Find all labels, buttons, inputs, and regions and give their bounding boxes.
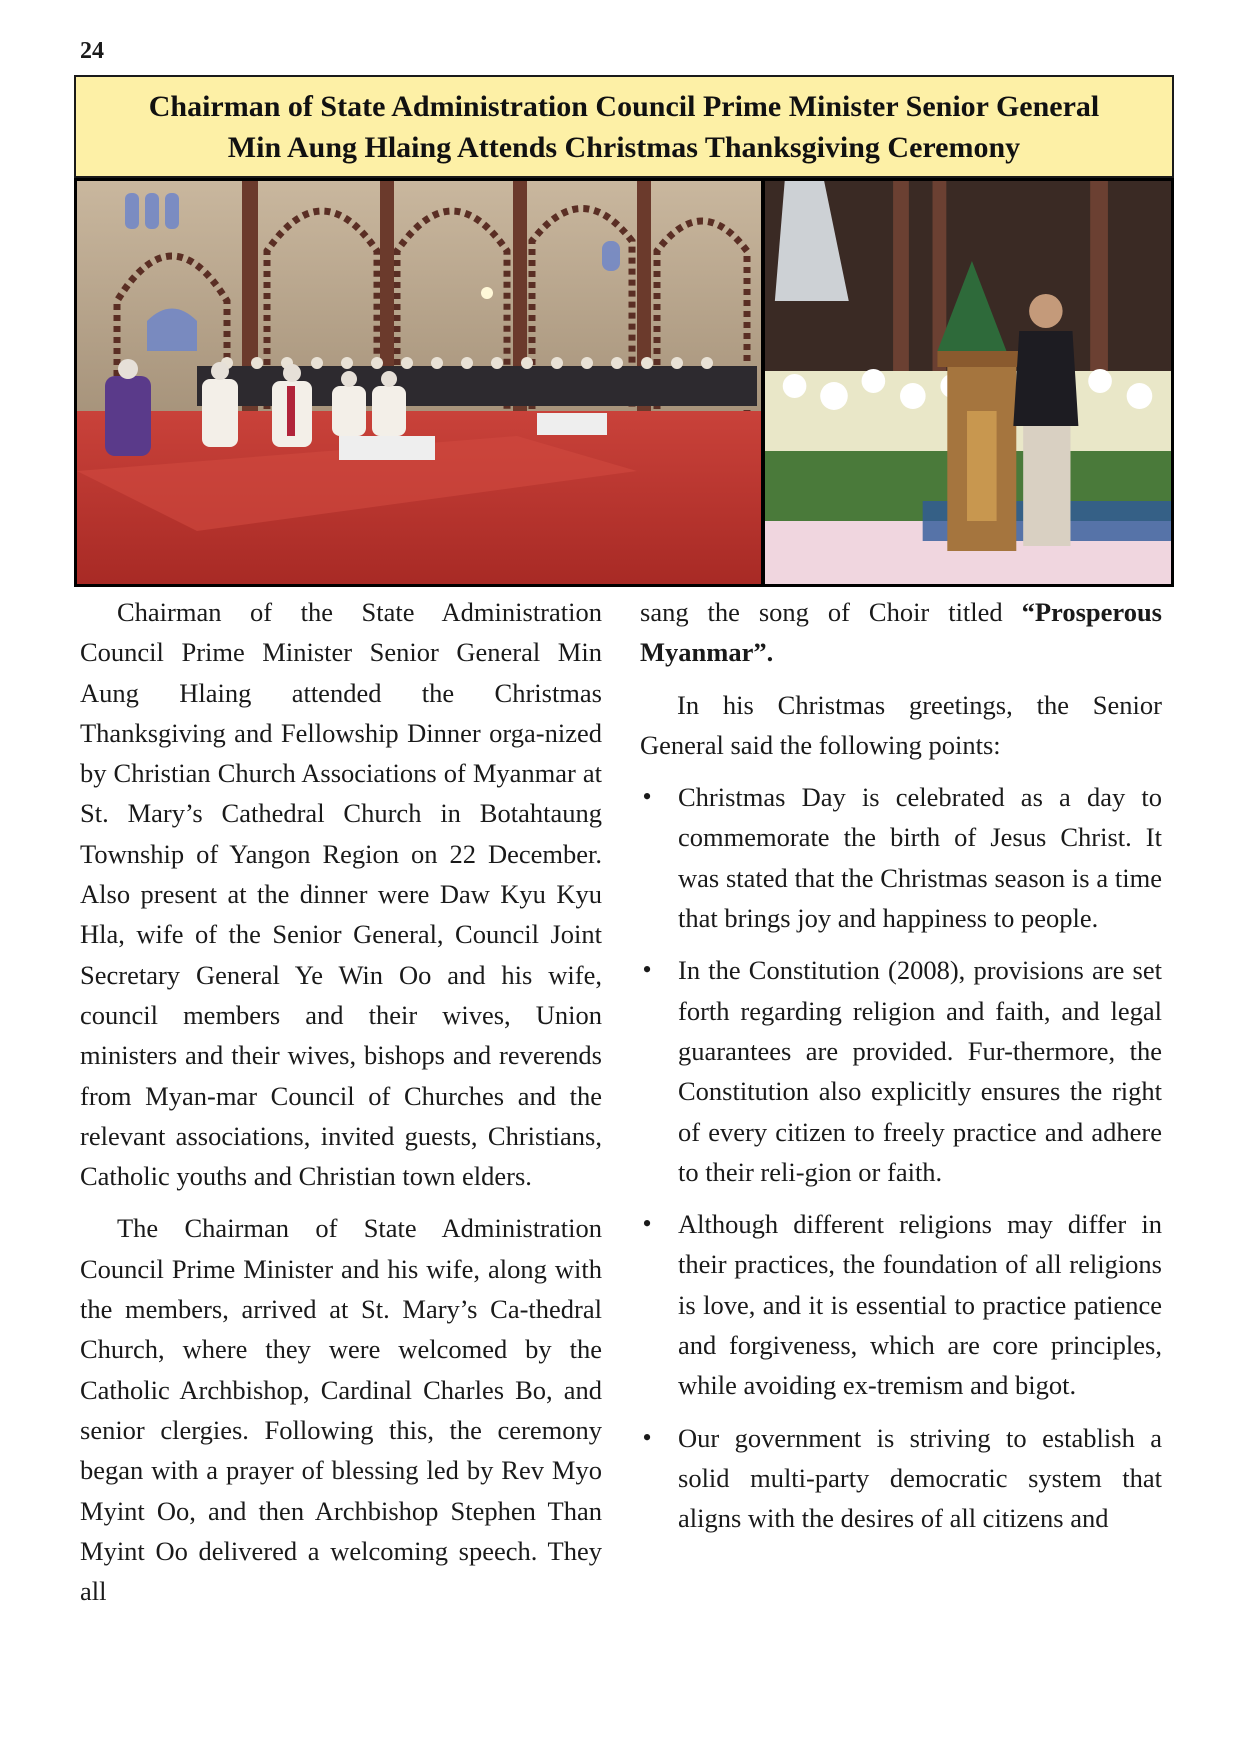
- article-column-right: [640, 592, 1162, 1551]
- greeting-intro: In his Christmas greetings, the Senior General said the following points:: [640, 689, 1162, 760]
- speaker-podium-illustration: [765, 181, 1171, 584]
- list-item: [640, 1418, 1162, 1539]
- bullet-icon: •: [642, 955, 652, 985]
- list-item: [640, 1204, 1162, 1405]
- song-paragraph: [640, 592, 1162, 673]
- cathedral-interior-photo: [77, 181, 761, 584]
- page-number: 24: [80, 38, 104, 64]
- cathedral-interior-illustration: [77, 181, 761, 584]
- photo-strip: [74, 178, 1174, 587]
- bullet-icon: •: [642, 782, 652, 812]
- article-title-box: [74, 75, 1174, 178]
- greeting-points-list: [640, 777, 1162, 1538]
- article-paragraph-2: The Chairman of State Administration Council Prime Minister and his wife, along with the members, arrived at St. Mary’s Ca-thedral Church, where they were welcomed by the Catholic Archbishop, Cardinal Charles Bo, and senior clergies. Following this, the ceremony began with a prayer of blessing led by Rev Myo Myint Oo, and then Archbishop Stephen Than Myint Oo delivered a welcoming speech. They all: [80, 1213, 602, 1607]
- article-title-line-2: Min Aung Hlaing Attends Christmas Thanksgiving Ceremony: [227, 130, 1021, 164]
- point-text: Christmas Day is celebrated as a day to commemorate the birth of Jesus Christ. It was stated that the Christmas season is a time that brings joy and happiness to people.: [678, 782, 1162, 934]
- article-title-line-1: Chairman of State Administration Council Prime Minister Senior General: [148, 89, 1100, 123]
- bullet-icon: •: [642, 1422, 652, 1452]
- point-text: In the Constitution (2008), provisions are set forth regarding religion and faith, and legal guarantees are provided. Fur-thermore, the Constitution also explicitly ensures the right of every citizen to freely practice and adhere to their reli-gion or faith.: [678, 955, 1162, 1187]
- article-paragraph-1: Chairman of the State Administration Council Prime Minister Senior General Min Aung Hlaing attended the Christmas Thanksgiving and Fellowship Dinner orga-nized by Christian Church Associations of Myanmar at St. Mary’s Cathedral Church in Botahtaung Township of Yangon Region on 22 December. Also present at the dinner were Daw Kyu Kyu Hla, wife of the Senior General, Council Joint Secretary General Ye Win Oo and his wife, council members and their wives, Union ministers and their wives, bishops and reverends from Myan-mar Council of Churches and the relevant associations, invited guests, Christians, Catholic youths and Christian town elders.: [80, 597, 602, 1192]
- song-lead-text: sang the song of Choir titled: [640, 597, 1022, 627]
- point-text: Although different religions may differ in their practices, the foundation of all religions is love, and it is essential to practice patience and forgiveness, which are core principles, while avoiding ex-tremism and bigot.: [678, 1209, 1162, 1401]
- point-text: Our government is striving to establish a solid multi-party democratic system that aligns with the desires of all citizens and: [678, 1422, 1162, 1534]
- bullet-icon: •: [642, 1209, 652, 1239]
- speaker-podium-photo: [765, 181, 1171, 584]
- article-column-left: [80, 592, 602, 1623]
- list-item: [640, 950, 1162, 1192]
- song-title: “Prosperous Myanmar”.: [640, 597, 1162, 668]
- list-item: [640, 777, 1162, 938]
